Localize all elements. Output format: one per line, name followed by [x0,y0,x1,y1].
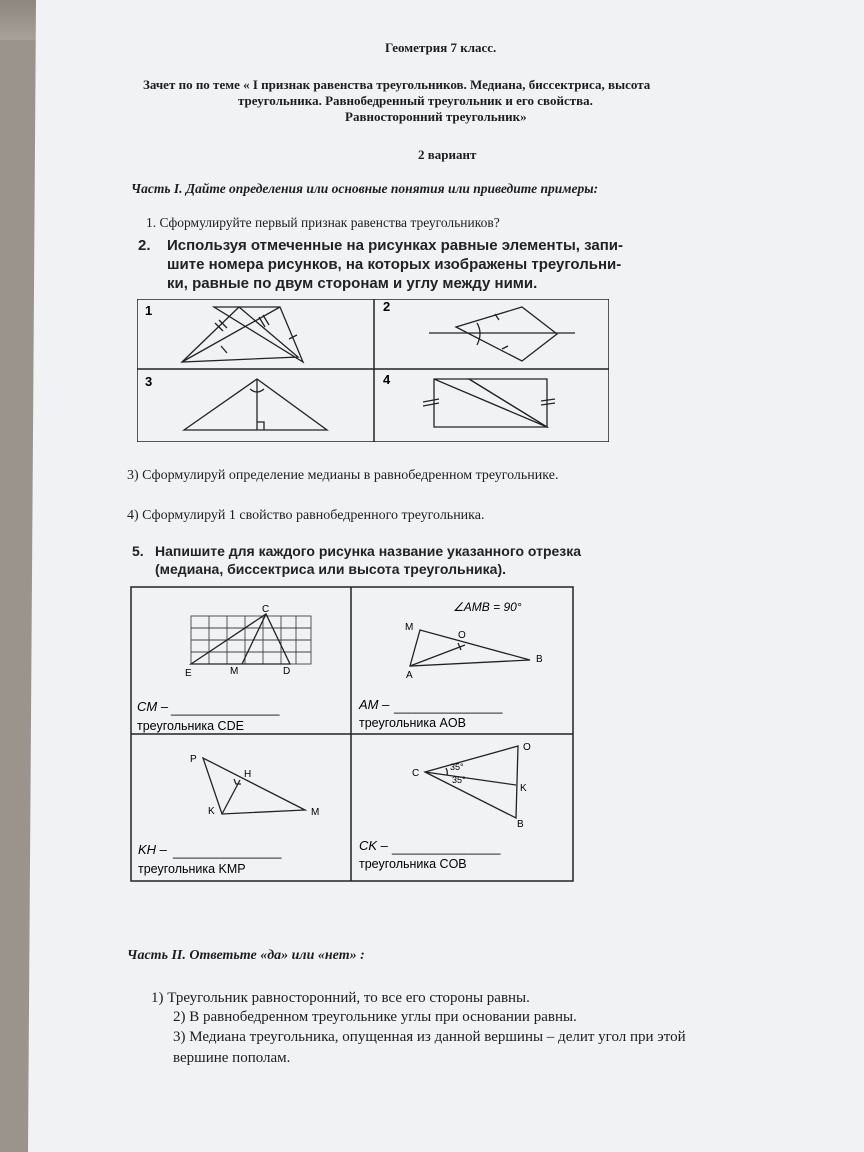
figures-table-q2 [137,299,609,442]
c3-point-M: M [311,807,320,818]
topic-line-2: треугольника. Равнобедренный треугольник и его свойства. [238,93,593,108]
fig-label-4: 4 [383,372,391,387]
c1-triangle-name: треугольника CDE [137,719,244,733]
statement-1: 1) Треугольник равносторонний, то все его стороны равны. [151,990,530,1006]
c1-blank: _______________ [171,701,280,716]
topic-line-1: Зачет по по теме « I признак равенства треугольников. Медиана, биссектриса, высота [143,77,651,92]
page-title: Геометрия 7 класс. [385,40,497,55]
c4-point-O: O [523,742,531,753]
cell2-triangle [410,630,530,666]
statement-3-line-2: вершине пополам. [173,1050,291,1066]
c2-blank: _______________ [394,699,503,714]
c1-point-E: E [185,668,192,679]
c1-point-C: C [262,604,270,615]
fig-label-2: 2 [383,299,391,314]
topic-line-3: Равносторонний треугольник» [345,109,527,124]
c3-point-P: P [190,754,197,765]
question-2-line-3: ки, равные по двум сторонам и углу между ними. [167,275,538,292]
c2-point-B: B [536,654,543,665]
question-5-line-2: (медиана, биссектриса или высота треугольника). [155,561,507,577]
c3-segment: KH – [138,842,167,857]
fig-label-3: 3 [145,374,153,389]
c4-triangle-name: треугольника COB [359,857,467,871]
figure-4-bowtie [423,379,555,427]
cell3-triangle [203,758,305,814]
figures-q5-svg [130,586,574,882]
question-2-number: 2. [138,237,151,254]
c2-point-M: M [405,622,414,633]
c4-point-C: C [412,768,420,779]
c2-triangle-name: треугольника AOB [359,716,466,730]
question-4: 4) Сформулируй 1 свойство равнобедренного треугольника. [127,508,485,523]
question-1: 1. Сформулируйте первый признак равенства треугольников? [146,215,500,230]
c3-blank: _______________ [173,844,282,859]
c2-point-O: O [458,630,466,641]
statement-3-line-1: 3) Медиана треугольника, опущенная из данной вершины – делит угол при этой [173,1029,686,1045]
cell4-triangle [425,746,518,818]
c1-point-D: D [283,666,291,677]
figures-table-q5 [130,586,574,882]
figure-2-kite [429,307,575,361]
statement-2: 2) В равнобедренном треугольнике углы при основании равны. [173,1009,577,1025]
figure-3-isosceles [184,379,327,430]
c4-point-K: K [520,783,527,794]
c1-segment: CM – [137,699,169,714]
part1-heading: Часть I. Дайте определения или основные понятия или приведите примеры: [131,181,599,196]
c4-point-B: B [517,819,524,830]
c4-segment: CK – [359,838,388,853]
c2-condition: ∠AMB = 90° [453,600,522,614]
part2-heading: Часть II. Ответьте «да» или «нет» : [127,948,365,963]
figures-q2-svg [137,299,609,442]
figure-1-triangles [182,307,303,362]
question-3: 3) Сформулируй определение медианы в равнобедренном треугольнике. [127,468,559,483]
question-5-line-1: Напишите для каждого рисунка название указанного отрезка [155,543,582,559]
c3-triangle-name: треугольника KMP [138,862,246,876]
c1-point-M: M [230,666,239,677]
cell1-grid [191,616,311,664]
fig-label-1: 1 [145,303,153,318]
variant-label: 2 вариант [418,147,477,162]
c4-angle-1: 35° [450,762,464,772]
c4-blank: _______________ [392,840,501,855]
cell1-triangle [191,614,290,664]
c3-point-K: K [208,806,215,817]
question-2-line-1: Используя отмеченные на рисунках равные элементы, запи- [167,237,623,254]
c2-segment: AM – [359,697,390,712]
question-5-number: 5. [132,543,144,559]
c2-point-A: A [406,670,413,681]
c4-angle-2: 35° [452,775,466,785]
question-2-line-2: шите номера рисунков, на которых изображены треугольни- [167,256,622,273]
c3-point-H: H [244,769,252,780]
